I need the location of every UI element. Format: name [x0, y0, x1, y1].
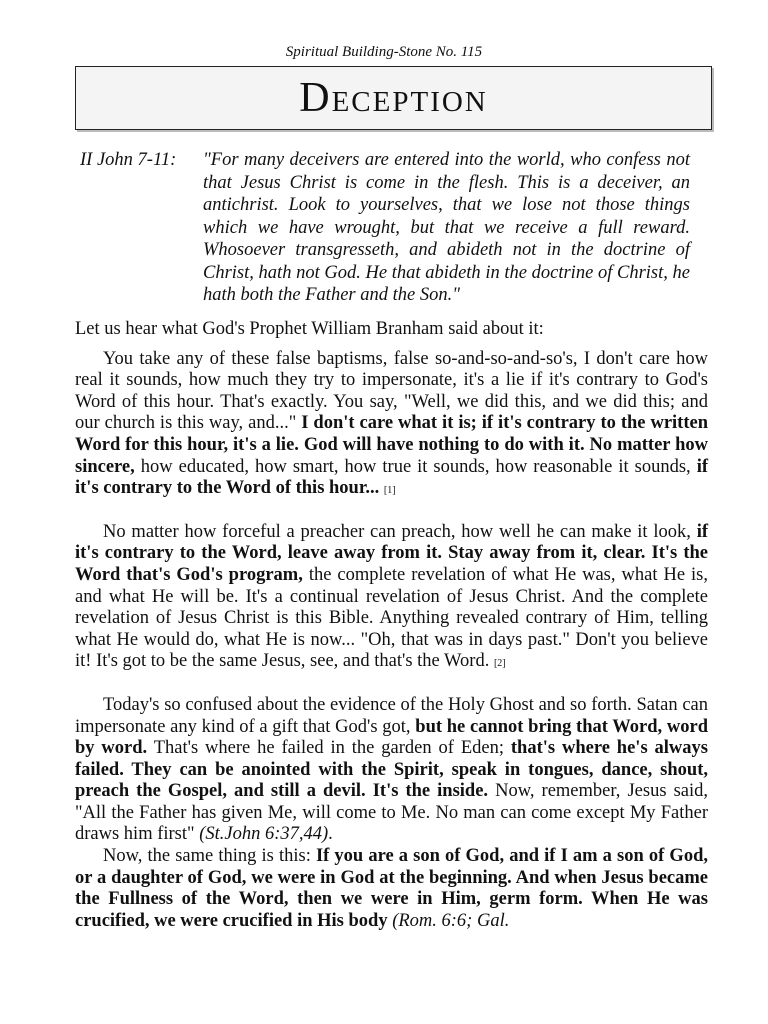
series-header: Spiritual Building-Stone No. 115 [285, 44, 483, 60]
quote-paragraph-3: Today's so confused about the evidence of the Holy Ghost and so forth. Satan can impersonate any kind of a gift that God's got, but he cannot bring that Word, word by word. That's where he failed in the garden of Eden; that's where he's always failed. They can be anointed with the Spirit, speak in tongues, dance, shout, preach the Gospel, and still a devil. It's the inside. Now, remember, Jesus said, "All the Father has given Me, will come to Me. No man can come except My Father draws him first" (St.John 6:37,44). [75, 694, 709, 845]
footnote-ref-1: [1] [383, 485, 396, 497]
quote-paragraph-2: No matter how forceful a preacher can preach, how well he can make it look, if it's contrary to the Word, leave away from it. Stay away from it, clear. It's the Word that's God's program, the complete revelation of what He was, what He is, and what He will be. It's a continual revelation of Jesus Christ. And the complete revelation of Jesus Christ is this Bible. Anything revealed contrary of Him, telling what He would do, what He is now... "Oh, that was in days past." Don't you believe it! It's got to be the same Jesus, see, and that's the Word. [2] [75, 521, 708, 672]
scripture-text: "For many deceivers are entered into the world, who confess not that Jesus Christ is come in the flesh. This is a deceiver, an antichrist. Look to yourselves, that we lose not those things which we have wrought, but that we receive a full reward. Whosoever transgresseth, and abideth not in the doctrine of Christ, hath not God. He that abideth in the doctrine of Christ, he hath both the Father and the Son." [203, 150, 690, 305]
quote-paragraph-4: Now, the same thing is this: If you are a son of God, and if I am a son of God, or a daughter of God, we were in God at the beginning. And when Jesus became the Fullness of the Word, then we were in Him, germ form. When He was crucified, we were crucified in His body (Rom. 6:6; Gal. [75, 846, 708, 931]
intro-paragraph: Let us hear what God's Prophet William Branham said about it: [75, 319, 544, 339]
scripture-block [80, 149, 690, 307]
article-body [75, 319, 708, 932]
scripture-reference: II John 7-11: [80, 150, 177, 170]
page-title: Deception [299, 75, 488, 121]
quote-paragraph-1: You take any of these false baptisms, false so-and-so-and-so's, I don't care how real it sounds, how much they try to impersonate, it's a lie if it's contrary to God's Word of this hour. That's exactly. You say, "Well, we did this, and we did this; and our church is this way, and..." I don't care what it is; if it's contrary to the written Word for this hour, it's a lie. God will have nothing to do with it. No matter how sincere, how educated, how smart, how true it sounds, how reasonable it sounds, if it's contrary to the Word of this hour... [1] [75, 348, 708, 499]
footnote-ref-2: [2] [493, 658, 506, 670]
title-box [75, 66, 712, 130]
